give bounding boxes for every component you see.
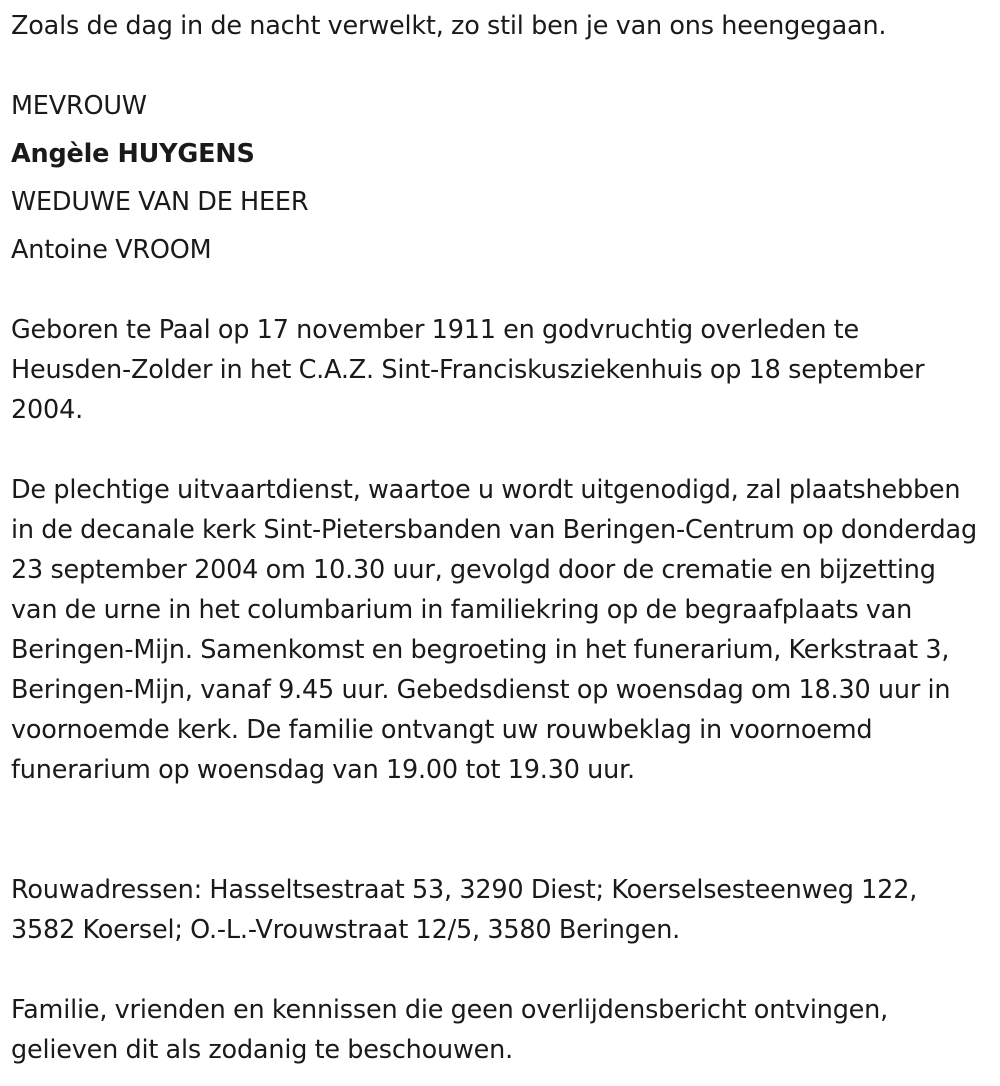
spouse-name: Antoine VROOM: [11, 235, 212, 265]
deceased-relation: WEDUWE VAN DE HEER: [11, 187, 309, 217]
funeral-paragraph: De plechtige uitvaartdienst, waartoe u wordt uitgenodigd, zal plaatshebben in de decanale kerk Sint-Pietersbanden van Beringen-Centrum op donderdag 23 september 2004 om 10.30 uur, gevolgd door de crematie en bijzetting van de urne in het columbarium in familiekring op de begraafplaats van Beringen-Mijn. Samenkomst en begroeting in het funerarium, Kerkstraat 3, Beringen-Mijn, vanaf 9.45 uur. Gebedsdienst op woensdag om 18.30 uur in voornoemde kerk. De familie ontvangt uw rouwbeklag in voornoemd funerarium op woensdag van 19.00 tot 19.30 uur.: [11, 475, 977, 785]
addresses-paragraph: Rouwadressen: Hasseltsestraat 53, 3290 Diest; Koerselsesteenweg 122, 3582 Koersel; O.-L.-Vrouwstraat 12/5, 3580 Beringen.: [11, 875, 918, 945]
deceased-title: MEVROUW: [11, 91, 147, 121]
birth-death-paragraph: Geboren te Paal op 17 november 1911 en godvruchtig overleden te Heusden-Zolder in het C.A.Z. Sint-Franciskusziekenhuis op 18 september 2004.: [11, 315, 925, 425]
deceased-name: Angèle HUYGENS: [11, 139, 255, 169]
notice-paragraph: Familie, vrienden en kennissen die geen overlijdensbericht ontvingen, gelieven dit als zodanig te beschouwen.: [11, 995, 889, 1065]
epigraph: Zoals de dag in de nacht verwelkt, zo stil ben je van ons heengegaan.: [11, 11, 887, 41]
